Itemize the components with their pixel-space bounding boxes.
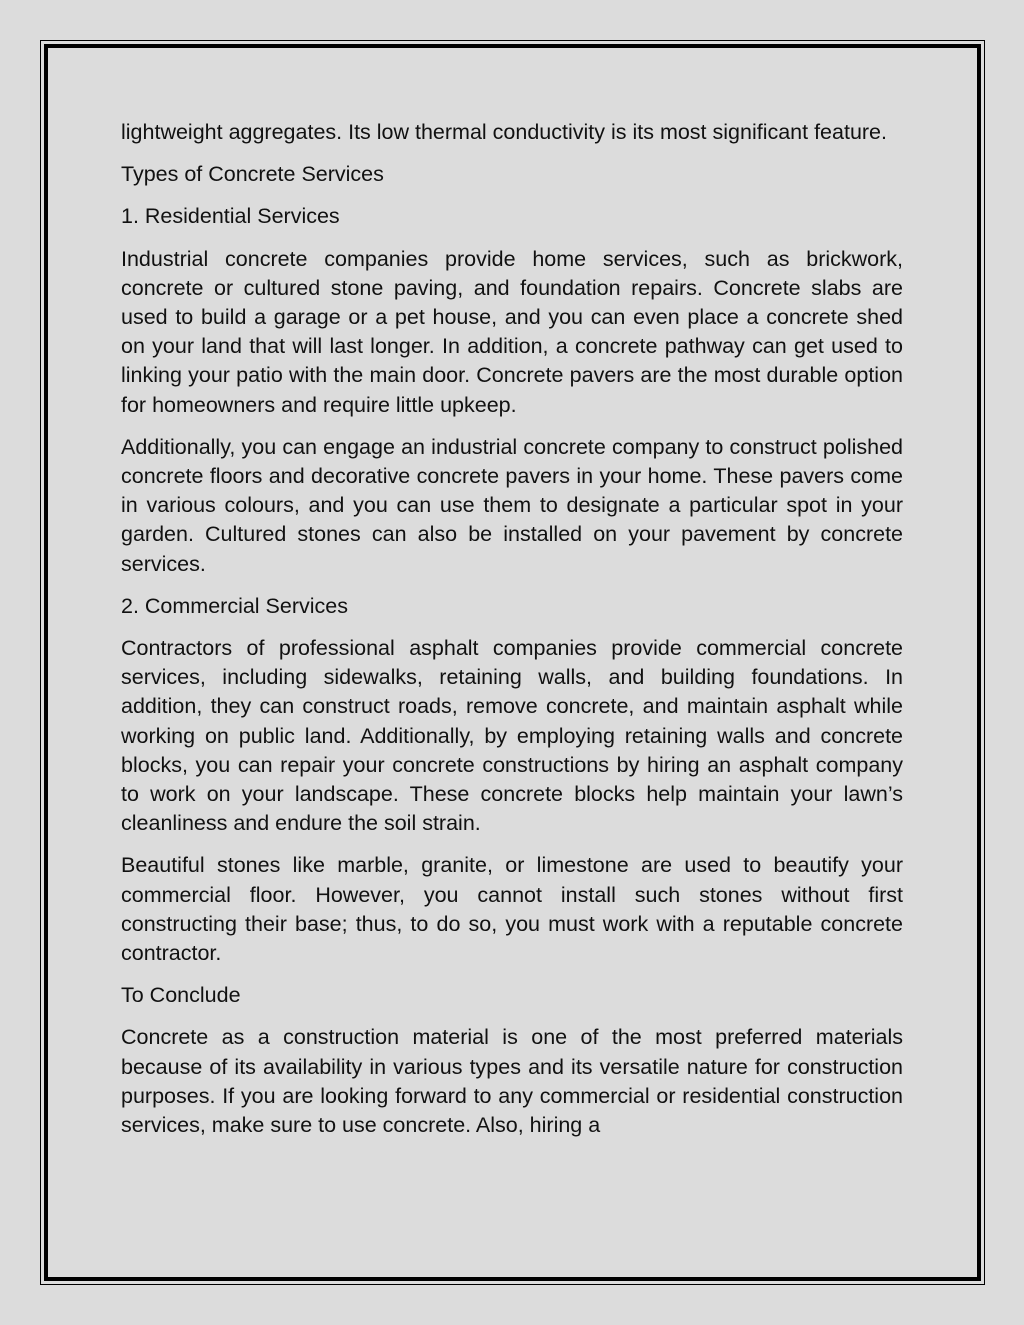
document-body: [121, 118, 903, 1153]
paragraph-conclusion: Concrete as a construction material is one of the most preferred materials because of its availability in various types and its versatile nature for construction purposes. If you are looking forward to any commercial or residential construction services, make sure to use concrete. Also, hiring a: [121, 1025, 903, 1138]
paragraph-commercial-2: Beautiful stones like marble, granite, or limestone are used to beautify your commercial floor. However, you cannot install such stones without first constructing their base; thus, to do so, you must work with a reputable concrete contractor.: [121, 853, 903, 966]
paragraph-commercial-1: Contractors of professional asphalt companies provide commercial concrete services, including sidewalks, retaining walls, and building foundations. In addition, they can construct roads, remove concrete, and maintain asphalt while working on public land. Additionally, by employing retaining walls and concrete blocks, you can repair your concrete constructions by hiring an asphalt company to work on your landscape. These concrete blocks help maintain your lawn’s cleanliness and endure the soil strain.: [121, 636, 903, 836]
paragraph-residential-1: Industrial concrete companies provide home services, such as brickwork, concrete or cultured stone paving, and foundation repairs. Concrete slabs are used to build a garage or a pet house, and you can even place a concrete shed on your land that will last longer. In addition, a concrete pathway can get used to linking your patio with the main door. Concrete pavers are the most durable option for homeowners and require little upkeep.: [121, 246, 903, 417]
paragraph-intro-continuation: lightweight aggregates. Its low thermal conductivity is its most significant feature.: [121, 120, 887, 144]
section-heading-conclude: To Conclude: [121, 983, 241, 1008]
paragraph-residential-2: Additionally, you can engage an industrial concrete company to construct polished concrete floors and decorative concrete pavers in your home. These pavers come in various colours, and you can use them to designate a particular spot in your garden. Cultured stones can also be installed on your pavement by concrete services.: [121, 434, 903, 576]
section-heading-types: Types of Concrete Services: [121, 162, 384, 187]
subheading-commercial: 2. Commercial Services: [121, 593, 348, 618]
subheading-residential: 1. Residential Services: [121, 204, 340, 229]
